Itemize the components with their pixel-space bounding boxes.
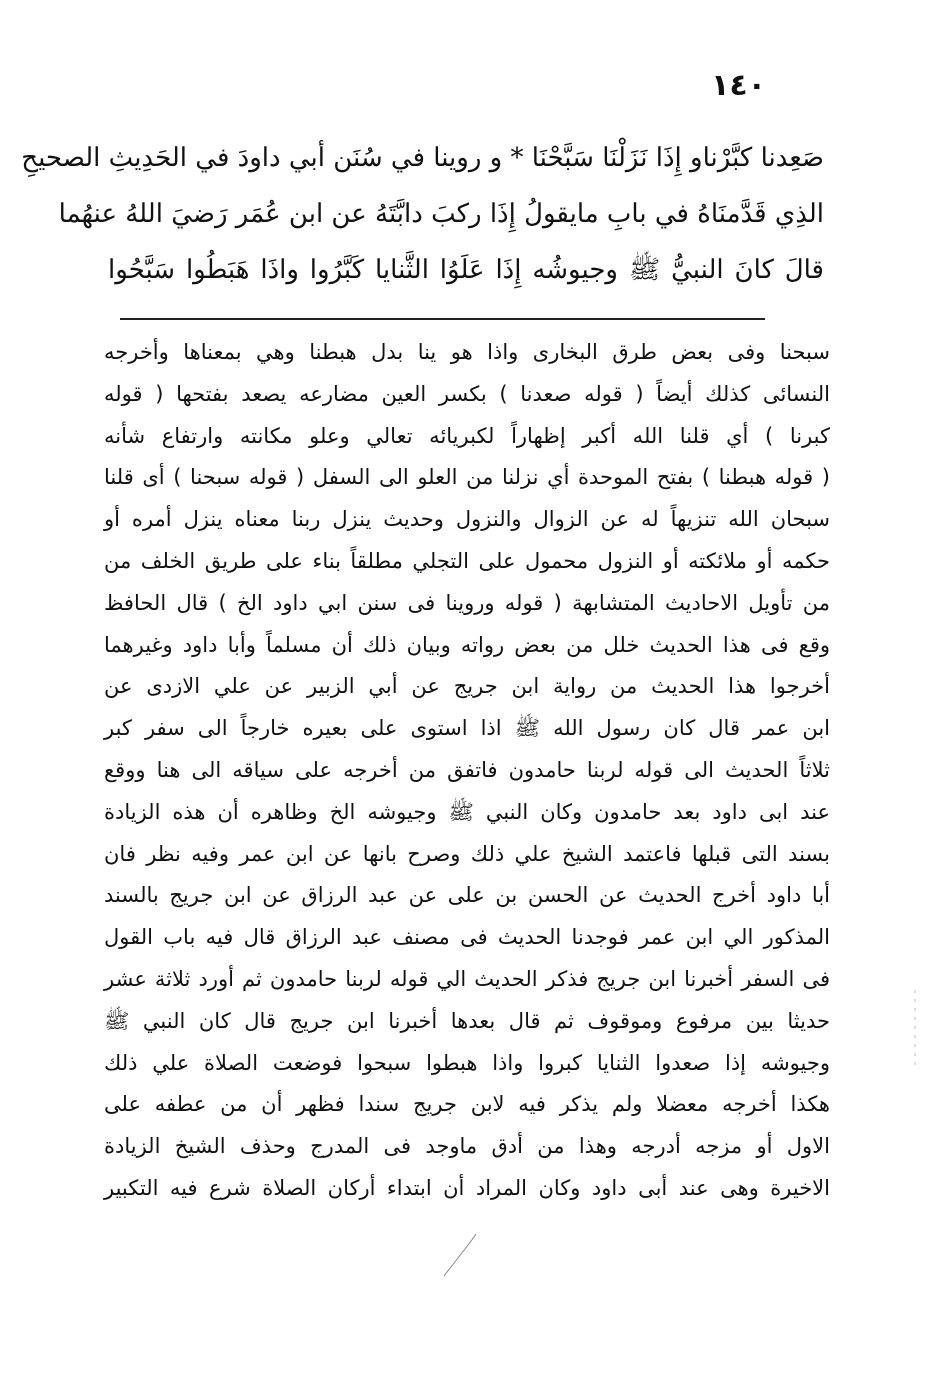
main-text-block [21,130,824,298]
commentary-line: فى السفر أخبرنا ابن جريج فذكر الحديث الي قوله لربنا حامدون ثم أورد ثلاثة عشر [104,966,830,991]
margin-mark [912,990,918,1070]
main-text-line: قالَ كانَ النبيُّ ﷺ وجيوشُه إِذَا عَلَوُا الثَّنايا كَبَّرُوا واذَا هَبَطُوا سَبَّحُوا [108,255,824,285]
commentary-line: المذكور الي ابن عمر فوجدنا الحديث فى مصنف عبد الرزاق قال فيه باب القول [104,925,830,950]
commentary-line: بسند التى قبلها فاعتمد الشيخ علي ذلك وصرح بانها عن ابن عمر وفيه نظر فان [104,841,830,866]
commentary-line: حكمه أو ملائكته أو النزول محمول على التجلي مطلقاً بناء على طريق الخلف من [104,548,830,573]
commentary-line: كبرنا ) أي قلنا الله أكبر إظهاراً لكبريائه تعالي وعلو مكانته وارتفاع شأنه [104,423,830,448]
commentary-line: وقع فى هذا الحديث خلل من بعض رواته وبيان ذلك أن مسلماً وأبا داود وغيرهما [104,632,830,657]
commentary-line: عند ابى داود بعد حامدون وكان النبي ﷺ وجيوشه الخ وظاهره أن هذه الزيادة [104,799,830,824]
commentary-line: سبحنا وفى بعض طرق البخارى واذا هو ينا بدل هبطنا وهي بمعناها وأخرجه [104,340,830,364]
commentary-line: الاخيرة وهى عند أبى داود وكان المراد أن ابتداء أركان الصلاة شرع فيه التكبير [104,1175,830,1200]
main-text-line: صَعِدنا كبَّرْناو إِذَا نَزَلْنَا سَبَّحْنَا * و روينا في سُنَن أبي داودَ في الحَدِيثِ الصحيحِ [21,143,824,173]
commentary-line: ابن عمر قال كان رسول الله ﷺ اذا استوى على بعيره خارجاً الى سفر كبر [104,716,830,741]
commentary-line: النسائى كذلك أيضاً ( قوله صعدنا ) بكسر العين مضارعه يصعد بفتحها ( قوله [104,381,830,406]
commentary-line: الاول أو مزجه أدرجه وهذا من أدق ماوجد فى المدرج وحذف الشيخ الزيادة [104,1134,830,1159]
commentary-line: ثلاثاً الحديث الى قوله لربنا حامدون فاتفق من أخرجه على سياقه الى هنا ووقع [104,757,830,782]
commentary-line: وجيوشه إذا صعدوا الثنايا كبروا واذا هبطوا سبحوا فوضعت الصلاة علي ذلك [104,1050,830,1075]
commentary-line: هكذا أخرجه معضلا ولم يذكر فيه لابن جريج سندا فظهر أن من عطفه على [104,1092,830,1117]
commentary-line: ( قوله هبطنا ) بفتح الموحدة أي نزلنا من العلو الى السفل ( قوله سبحنا ) أى قلنا [104,465,830,490]
commentary-line: حديثا بين مرفوع وموقوف ثم قال بعدها أخبرنا ابن جريج قال كان النبي ﷺ [104,1008,830,1033]
page-number: ١٤٠ [711,68,766,103]
main-text-line: الذِي قَدَّمنَاهُ في بابِ مايقولُ إِذَا ركبَ دابَّتَهُ عن ابن عُمَر رَضيَ اللهُ عنهُما [58,199,824,229]
commentary-line: أخرجوا هذا الحديث من رواية ابن جريج عن أبي الزبير عن علي الازدى عن [104,674,830,699]
pencil-mark [440,1230,480,1280]
commentary-line: سبحان الله تنزيهاً له عن الزوال والنزول وحديث ينزل ربنا معناه ينزل أمره أو [104,507,830,532]
commentary-line: من تأويل الاحاديث المتشابهة ( قوله وروينا فى سنن ابي داود الخ ) قال الحافظ [104,590,830,615]
commentary-line: أبا داود أخرج الحديث عن الحسن بن على عن عبد الرزاق عن ابن جريج بالسند [104,883,830,908]
commentary-block [104,332,830,1210]
section-divider [120,318,765,320]
